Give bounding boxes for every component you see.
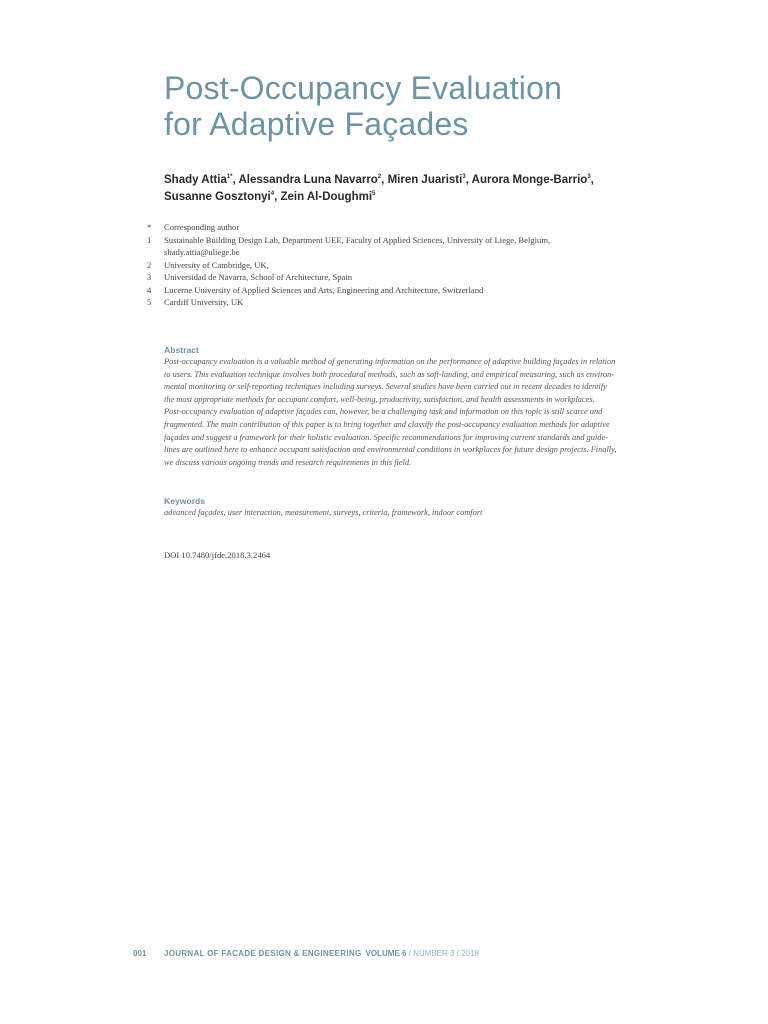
author-separator: , xyxy=(590,174,594,186)
affiliation-item xyxy=(140,221,600,234)
author-affiliation-mark: 3 xyxy=(587,174,591,181)
journal-name: JOURNAL OF FACADE DESIGN & ENGINEERING xyxy=(164,949,362,958)
paper-title-line-1: Post-Occupancy Evaluation xyxy=(164,70,563,106)
affiliation-item xyxy=(140,259,600,272)
author-name: Miren Juaristi xyxy=(387,174,463,186)
affiliation-item xyxy=(140,234,600,259)
affiliation-text: Universidad de Navarra, School of Architecture, Spain xyxy=(164,272,353,282)
affiliation-text: Corresponding author xyxy=(164,222,240,232)
author-affiliation-mark: 4 xyxy=(270,191,275,198)
keywords-heading: Keywords xyxy=(164,496,206,506)
page-footer xyxy=(133,948,479,960)
affiliation-text: Lucerne University of Applied Sciences and Arts, Engineering and Architecture, Switzerland xyxy=(164,284,484,295)
affiliation-mark: 3 xyxy=(147,272,152,282)
affiliation-item xyxy=(140,284,600,297)
paper-title-line-2: for Adaptive Façades xyxy=(164,106,469,142)
affiliation-text: Sustainable Building Design Lab, Department UEE, Faculty of Applied Sciences, University of Liege, Belgium, shady.attia@uliege.be xyxy=(164,234,551,257)
affiliation-item xyxy=(140,296,600,309)
author-affiliation-mark: 2 xyxy=(377,174,382,181)
author-affiliation-mark: 5 xyxy=(372,191,376,198)
paper-title xyxy=(164,70,562,142)
author xyxy=(472,174,594,186)
author-separator: , xyxy=(465,174,472,186)
affiliation-item xyxy=(140,271,600,284)
affiliation-mark: * xyxy=(147,222,152,232)
author xyxy=(388,174,472,186)
abstract-heading: Abstract xyxy=(164,345,199,355)
keywords-text: advanced façades, user interaction, measurement, surveys, criteria, framework, indoor comfort xyxy=(164,508,483,517)
abstract-line: fragmented. The main contribution of this paper is to bring together and classify the post-occupancy evaluation methods for adaptive xyxy=(164,419,610,429)
abstract-line: we discuss various ongoing trends and research requirements in this field. xyxy=(164,457,412,467)
author-name: Susanne Gosztonyi xyxy=(164,191,271,203)
author-name: Zein Al-Doughmi xyxy=(280,191,373,203)
author-affiliation-mark: 1* xyxy=(226,174,233,181)
abstract-line: Post-occupancy evaluation is a valuable method of generating information on the performance of adaptive building façades in relation xyxy=(164,357,616,366)
author-name: Shady Attia xyxy=(164,174,227,186)
abstract-line: lines are outlined here to enhance occupant satisfaction and environmental conditions in workplaces for future design projects. Finally, xyxy=(164,445,617,455)
affiliation-text: University of Cambridge, UK, xyxy=(164,259,269,270)
author-separator: , xyxy=(274,191,281,203)
abstract-line: to users. This evaluation technique involves both procedural methods, such as soft-landing, and empirical measuring, such as environ- xyxy=(164,369,615,379)
author-separator: , xyxy=(381,174,388,186)
abstract-body xyxy=(164,356,664,469)
journal-volume: VOLUME 6 xyxy=(365,949,407,958)
author-separator: , xyxy=(232,174,239,186)
affiliation-list xyxy=(140,221,600,309)
author-name: Aurora Monge-Barrio xyxy=(471,174,588,186)
affiliation-mark: 1 xyxy=(147,234,152,245)
author xyxy=(164,174,238,186)
affiliation-text: Cardiff University, UK xyxy=(164,297,244,307)
author-name: Alessandra Luna Navarro xyxy=(238,174,378,186)
author-list xyxy=(164,172,634,206)
doi-identifier: DOI 10.7480/jfde.2018.3.2464 xyxy=(164,550,271,560)
affiliation-mark: 2 xyxy=(147,259,152,270)
author xyxy=(280,191,375,203)
abstract-line: mental monitoring or self-reporting techniques including surveys. Several studies have been carried out in recent decades to identify xyxy=(164,382,607,392)
page-number: 001 xyxy=(133,949,147,958)
affiliation-mark: 5 xyxy=(147,297,152,307)
abstract-line: Post-occupancy evaluation of adaptive façades can, however, be a challenging task and information on this topic is still scarce and xyxy=(164,407,603,417)
author-affiliation-mark: 3 xyxy=(462,174,466,181)
journal-issue: / NUMBER 3 / 2018 xyxy=(406,949,479,958)
affiliation-mark: 4 xyxy=(147,284,152,295)
abstract-line: façades and suggest a framework for their holistic evaluation. Specific recommendations for improving current standards and guide- xyxy=(164,432,608,442)
author xyxy=(238,174,387,186)
author xyxy=(164,191,280,203)
abstract-line: the most appropriate methods for occupant comfort, well-being, productivity, satisfaction, and health assessments in workplaces. xyxy=(164,394,595,404)
